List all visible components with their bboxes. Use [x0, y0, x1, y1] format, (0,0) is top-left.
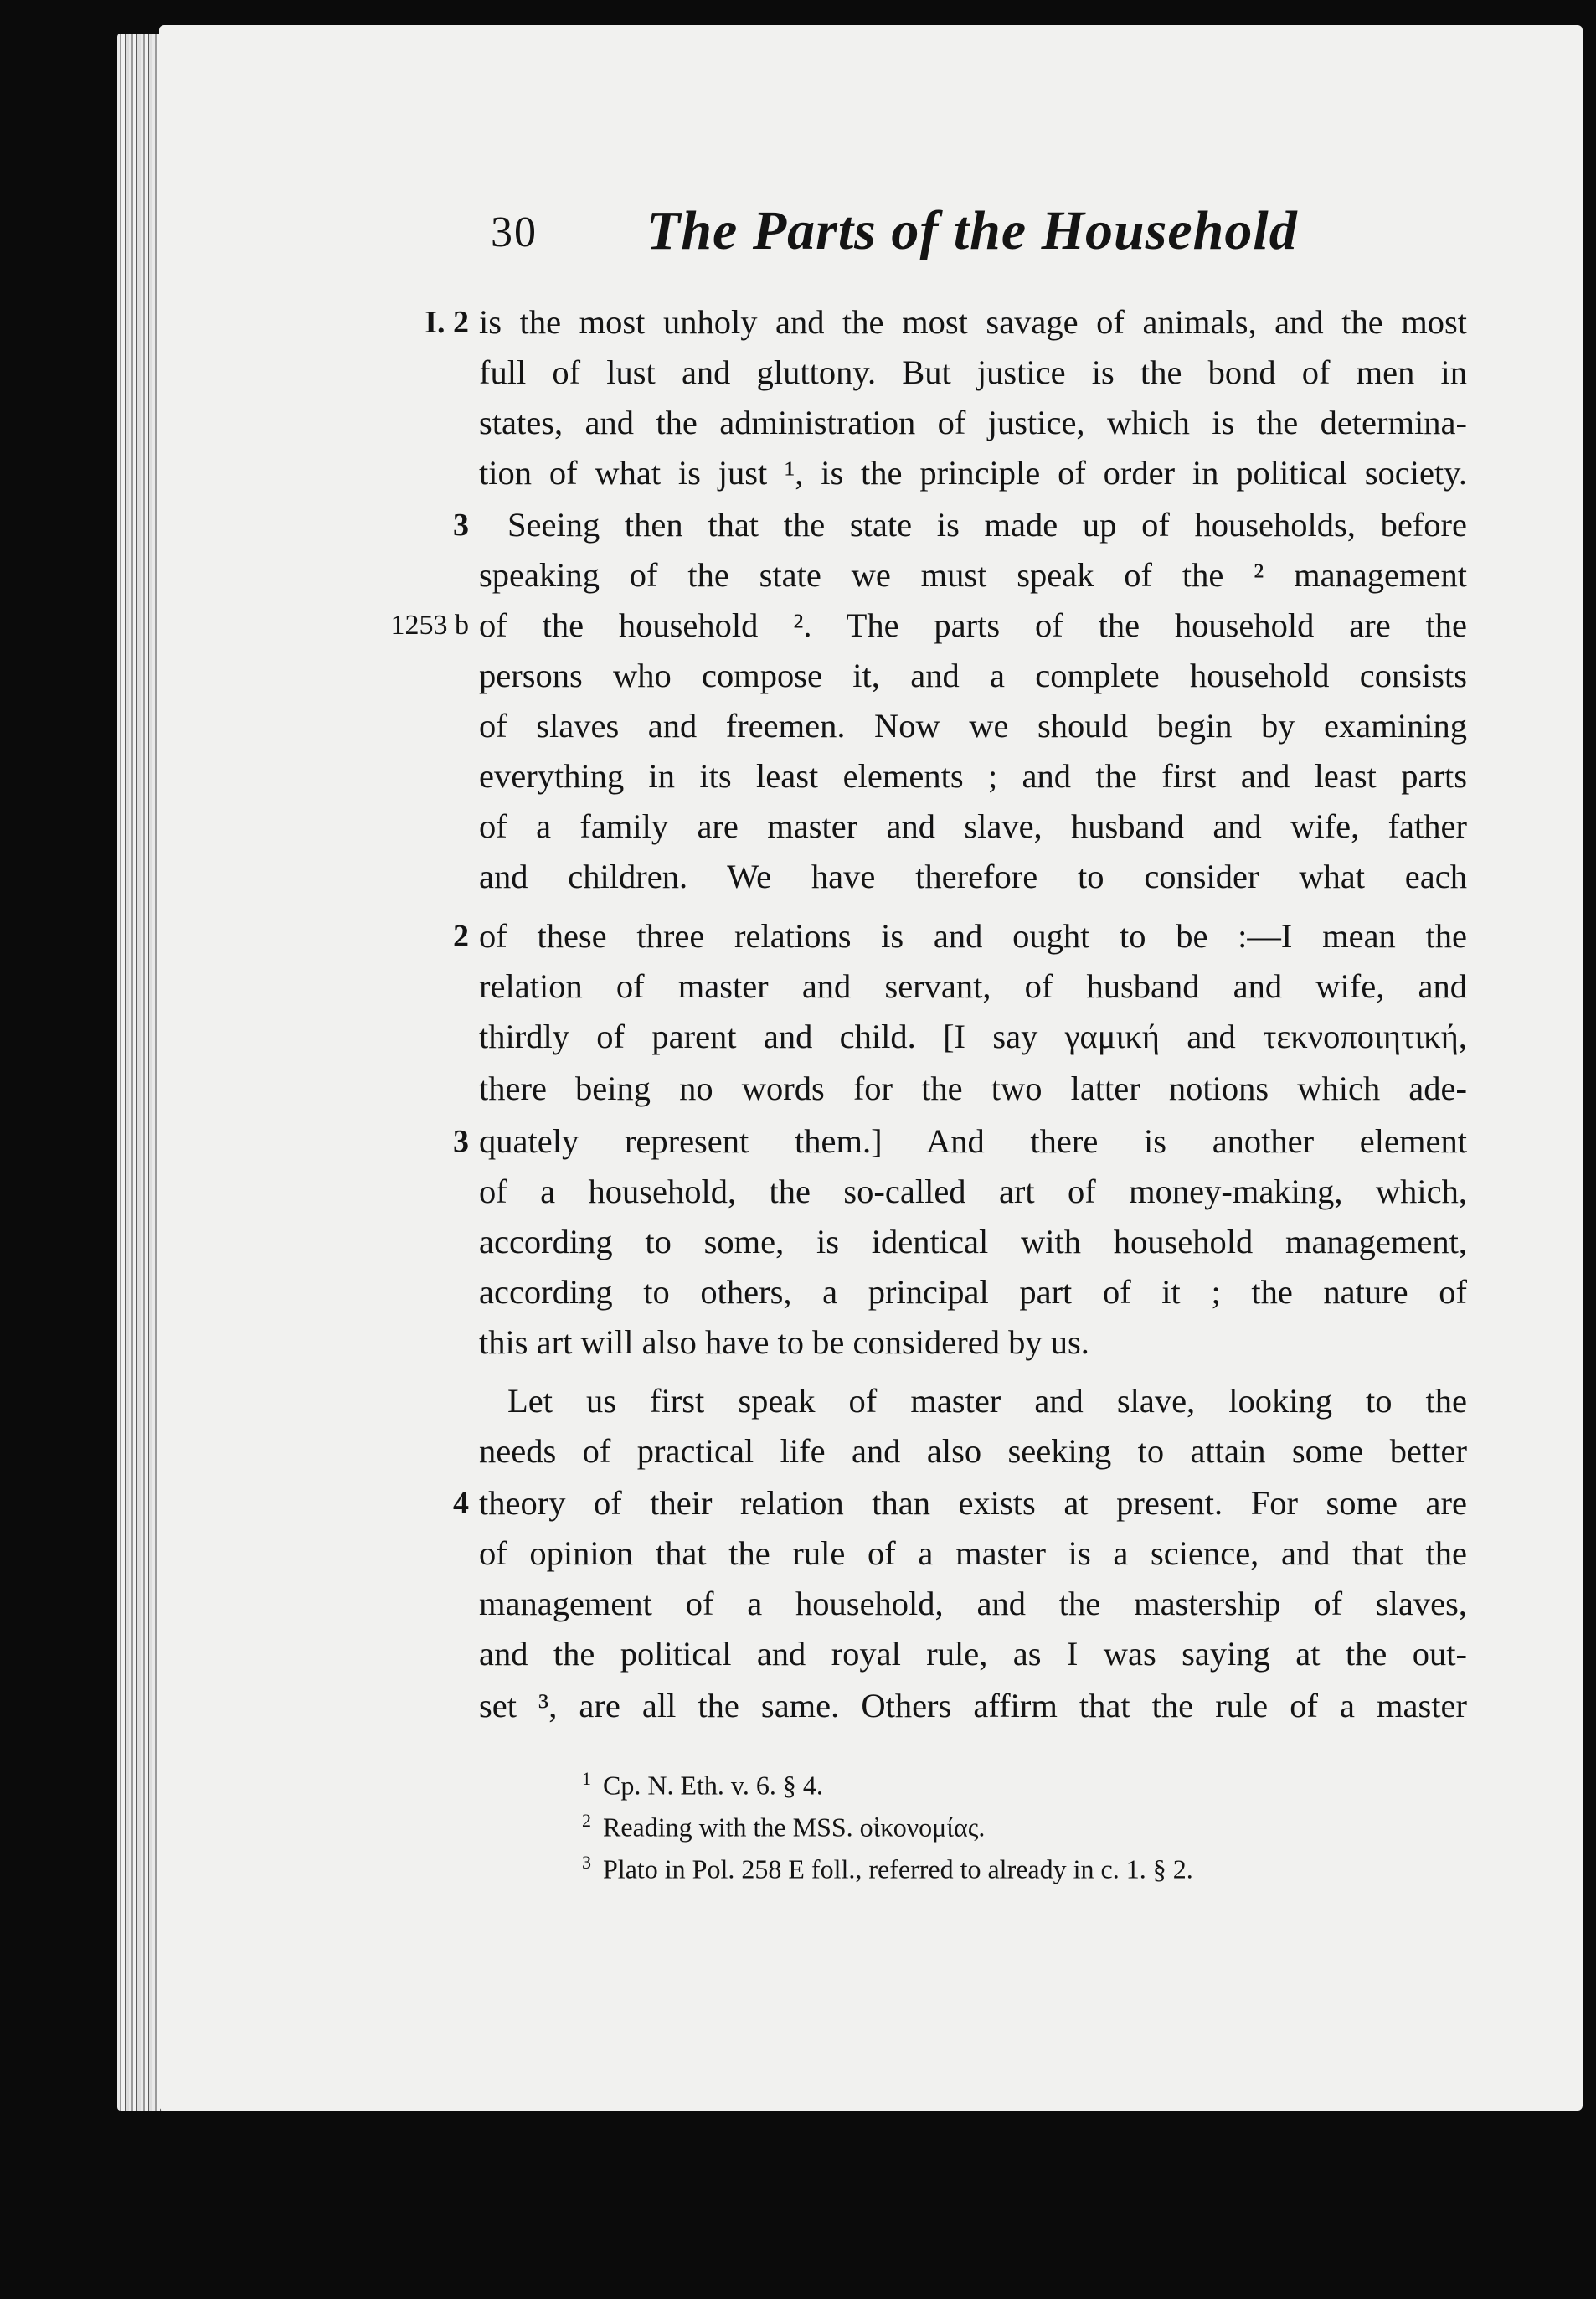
- footnote-text: Reading with the MSS. οἰκονομίας.: [603, 1812, 986, 1843]
- text-line: set ³, are all the same. Others affirm that the rule of a master: [479, 1687, 1467, 1724]
- text-line: of opinion that the rule of a master is a science, and that the: [479, 1534, 1467, 1572]
- text-line: theory of their relation than exists at present. For some are: [479, 1484, 1467, 1522]
- text-line: management of a household, and the mastership of slaves,: [479, 1585, 1467, 1622]
- text-line: and the political and royal rule, as I was saying at the out-: [479, 1635, 1467, 1673]
- text-line: of these three relations is and ought to be :—I mean the: [479, 917, 1467, 955]
- text-line: and children. We have therefore to consider what each: [479, 858, 1467, 895]
- text-line: Seeing then that the state is made up of households, before: [507, 506, 1467, 544]
- text-line: relation of master and servant, of husband and wife, and: [479, 967, 1467, 1005]
- text-line: states, and the administration of justice, which is the determina-: [479, 404, 1467, 441]
- text-line: tion of what is just ¹, is the principle of order in political society.: [479, 454, 1467, 492]
- text-line: of the household ². The parts of the household are the: [479, 606, 1467, 644]
- text-line: according to others, a principal part of it ; the nature of: [479, 1273, 1467, 1311]
- margin-reference: 3: [453, 508, 469, 543]
- text-line: needs of practical life and also seeking to attain some better: [479, 1432, 1467, 1470]
- footnote-text: Cp. N. Eth. v. 6. § 4.: [603, 1770, 823, 1801]
- text-line: of a family are master and slave, husband and wife, father: [479, 807, 1467, 845]
- text-line: speaking of the state we must speak of the ² management: [479, 556, 1467, 594]
- text-line: quately represent them.] And there is another element: [479, 1122, 1467, 1160]
- margin-reference: 1253 b: [390, 610, 469, 641]
- text-line: this art will also have to be considered by us.: [479, 1323, 1089, 1361]
- page-header: [491, 199, 1412, 275]
- margin-reference: 3: [453, 1124, 469, 1159]
- footnote-mark: 3: [582, 1852, 591, 1873]
- page-number: 30: [491, 209, 538, 256]
- text-line: of slaves and freemen. Now we should begin by examining: [479, 707, 1467, 745]
- margin-reference: 2: [453, 919, 469, 954]
- margin-reference: I. 2: [425, 305, 469, 340]
- text-line: full of lust and gluttony. But justice is the bond of men in: [479, 353, 1467, 391]
- footnote-mark: 2: [582, 1810, 591, 1831]
- text-line: everything in its least elements ; and the first and least parts: [479, 757, 1467, 795]
- footnote: [582, 1801, 985, 1841]
- text-line: according to some, is identical with household management,: [479, 1223, 1467, 1260]
- footnote-text: Plato in Pol. 258 E foll., referred to already in c. 1. § 2.: [603, 1853, 1193, 1884]
- text-line: there being no words for the two latter notions which ade-: [479, 1070, 1467, 1107]
- footnote-mark: 1: [582, 1768, 591, 1789]
- text-line: persons who compose it, and a complete household consists: [479, 657, 1467, 694]
- footnote: [582, 1843, 1193, 1883]
- margin-reference: 4: [453, 1486, 469, 1521]
- footnote: [582, 1759, 823, 1799]
- text-line: Let us first speak of master and slave, looking to the: [507, 1382, 1467, 1420]
- running-title: The Parts of the Household: [646, 200, 1298, 261]
- text-line: is the most unholy and the most savage of animals, and the most: [479, 303, 1467, 341]
- text-line: thirdly of parent and child. [I say γαμική and τεκνοποιητική,: [479, 1018, 1467, 1055]
- text-line: of a household, the so-called art of money-making, which,: [479, 1173, 1467, 1210]
